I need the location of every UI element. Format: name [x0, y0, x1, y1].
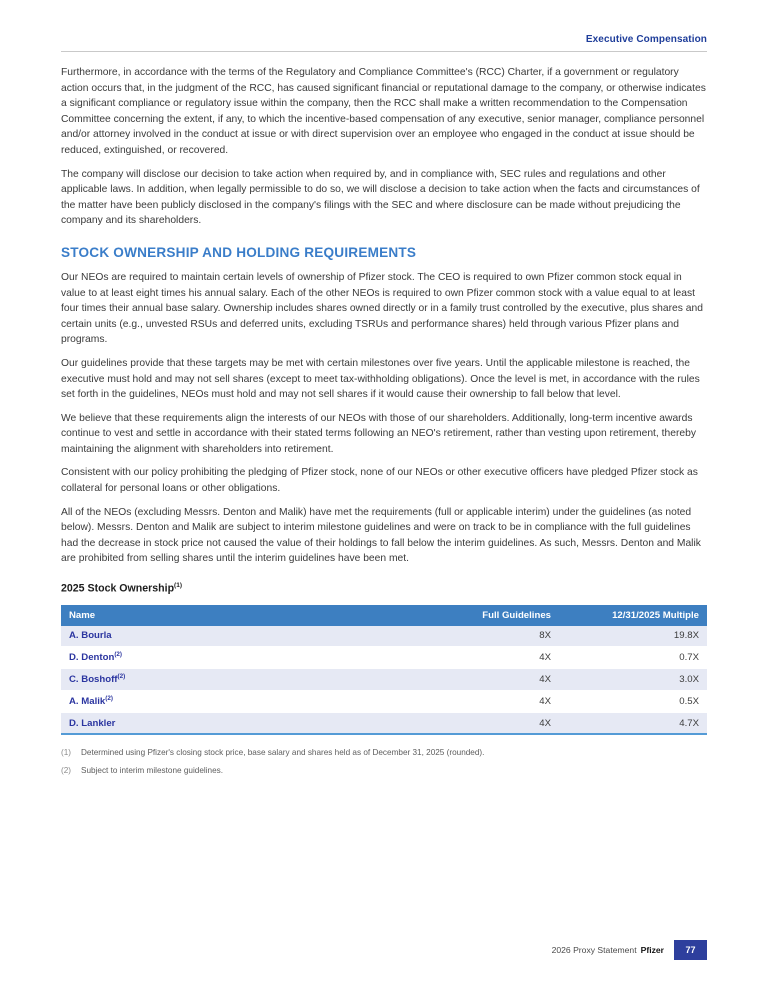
footnote-marker: (1) [61, 748, 72, 758]
body-paragraph: Our guidelines provide that these targets may be met with certain milestones over five years. Until the applicable milestone is reached, the executive must hold and may not sell shares (except to meet tax-withholding obligations). Once the level is met, in accordance with the rules set forth in the guidelines, NEOs must hold and may not sell shares if it would cause their ownership to fall below that level. [61, 357, 700, 401]
body-paragraph: Furthermore, in accordance with the terms of the Regulatory and Compliance Committee's (RCC) Charter, if a government or regulatory action occurs that, in the judgment of the RCC, has caused significant financial or reputational damage to the company, or otherwise indicates a significant compliance or regulatory issue within the company, then the RCC shall make a written recommendation to the Compensation Committee concerning the extent, if any, to which the incentive-based compensation of any executive, senior manager, compliance personnel and/or attorney involved in the conduct at issue or with direct supervision over an employee who engaged in the conduct at issue should be reduced, extinguished, or recovered. [61, 67, 706, 156]
cell-full-guidelines: 8X [425, 626, 559, 647]
table-row [61, 668, 707, 690]
table-title [61, 582, 707, 595]
body-paragraph: Our NEOs are required to maintain certain levels of ownership of Pfizer stock. The CEO is required to own Pfizer common stock equal in value to at least eight times his annual salary. Each of the other NEOs is required to own Pfizer common stock with a value equal to at least four times their annual base salary. Ownership includes shares owned directly or in a family trust controlled by the executive, plus shares and certain units (e.g., unvested RSUs and deferred units, excluding TSRUs and performance shares) held through various Pfizer plans and programs. [61, 271, 703, 346]
section-title: STOCK OWNERSHIP AND HOLDING REQUIREMENTS [61, 244, 417, 260]
cell-full-guidelines: 4X [425, 646, 559, 668]
footnote-text: Subject to interim milestone guidelines. [81, 766, 223, 776]
table-title-text: 2025 Stock Ownership [61, 582, 175, 595]
footnote [61, 748, 707, 758]
column-header-multiple: 12/31/2025 Multiple [559, 605, 707, 626]
table-row [61, 713, 707, 735]
cell-executive-name: A. Bourla [61, 626, 425, 647]
cell-full-guidelines: 4X [425, 690, 559, 712]
stock-ownership-table [61, 605, 707, 736]
cell-executive-name: D. Denton$^{(2)}$ [61, 646, 425, 668]
page-number-badge: 77 [674, 940, 707, 960]
cell-multiple: 4.7X [559, 713, 707, 735]
cell-executive-name: D. Lankler [61, 713, 425, 735]
table-title-footnote-ref: (1) [174, 582, 182, 590]
header-section-label: Executive Compensation [585, 34, 707, 45]
table-row [61, 626, 707, 647]
table-row [61, 690, 707, 712]
footnote-ref: (2) [117, 673, 126, 681]
footnote-text: Determined using Pfizer's closing stock price, base salary and shares held as of December 31, 2025 (rounded). [81, 748, 485, 758]
intro-paragraphs [61, 65, 707, 229]
body-paragraph: All of the NEOs (excluding Messrs. Denton and Malik) have met the requirements (full or applicable interim) under the guidelines (as noted below). Messrs. Denton and Malik are subject to interim milestone guidelines and were on track to be in compliance with the full guidelines had the decrease in stock price not caused the value of their holdings to fall below the interim guidelines. As such, Messrs. Denton and Malik are prohibited from selling shares until the interim guidelines have been met. [61, 506, 701, 565]
footnote-ref: (2) [114, 651, 123, 659]
column-header-full-guidelines: Full Guidelines [425, 605, 559, 626]
footnote-marker: (2) [61, 766, 72, 776]
cell-full-guidelines: 4X [425, 713, 559, 735]
body-paragraph: The company will disclose our decision to take action when required by, and in compliance with, SEC rules and regulations and other applicable laws. In addition, when legally permissible to do so, we will disclose a decision to take action when the facts and circumstances of the matter have been publicly disclosed in the company's filings with the SEC and where disclosure can be made without prejudicing the company and its shareholders. [61, 168, 700, 227]
cell-multiple: 3.0X [559, 668, 707, 690]
table-header-row [61, 605, 707, 626]
footnote-ref: (2) [105, 695, 113, 703]
cell-full-guidelines: 4X [425, 668, 559, 690]
header-divider [61, 51, 707, 52]
body-paragraph: Consistent with our policy prohibiting the pledging of Pfizer stock, none of our NEOs or other executive officers have pledged Pfizer stock as collateral for personal loans or other obligations. [61, 467, 698, 495]
cell-multiple: 0.5X [559, 690, 707, 712]
footnote [61, 766, 707, 776]
footer-doc-title: 2026 Proxy Statement [551, 945, 637, 955]
cell-executive-name: A. Malik$^{(2)}$ [61, 690, 425, 712]
table-row [61, 646, 707, 668]
section-paragraphs [61, 270, 707, 567]
footer-brand: Pfizer [640, 945, 664, 955]
footnotes [61, 748, 707, 776]
cell-multiple: 19.8X [559, 626, 707, 647]
page-footer [552, 940, 707, 960]
cell-executive-name: C. Boshoff$^{(2)}$ [61, 668, 425, 690]
cell-multiple: 0.7X [559, 646, 707, 668]
body-paragraph: We believe that these requirements align the interests of our NEOs with those of our shareholders. Additionally, long-term incentive awards continue to vest and settle in accordance with their stated terms following an NEO's retirement, rather than vesting upon retirement, thereby maintaining the alignment with shareholders into retirement. [61, 412, 696, 455]
column-header-name: Name [61, 605, 425, 626]
